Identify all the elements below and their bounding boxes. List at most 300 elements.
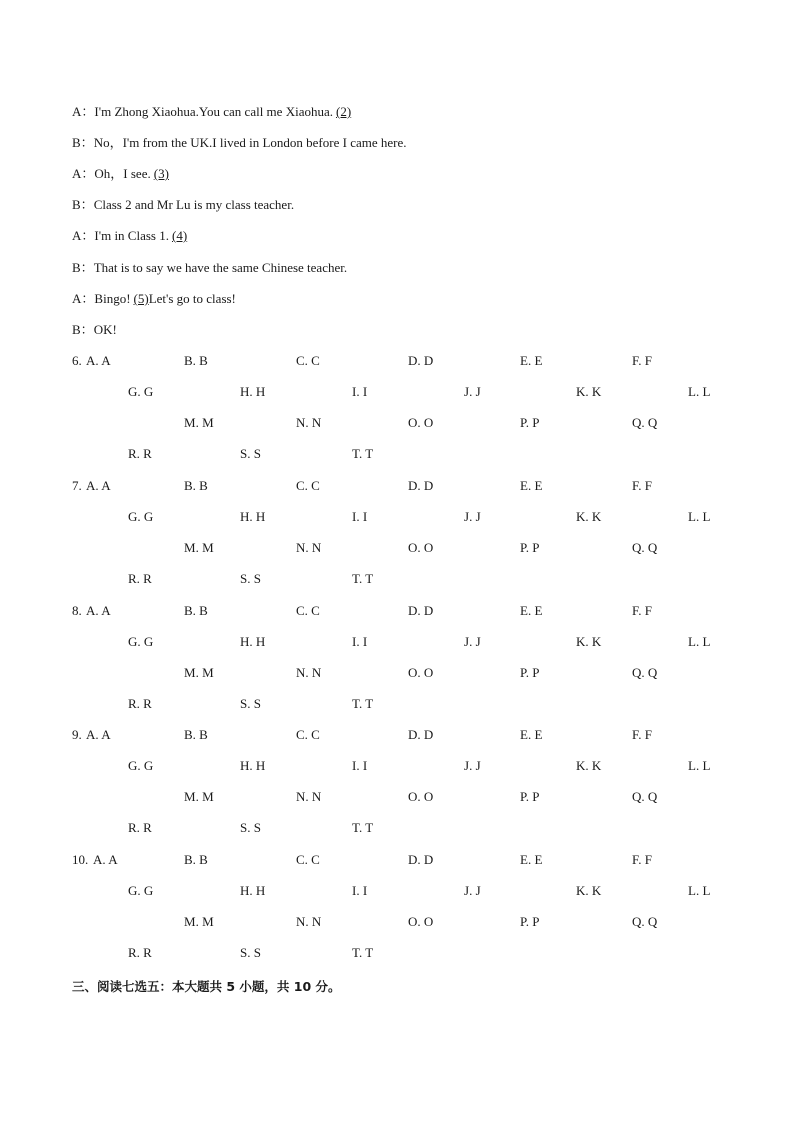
option-dot: . <box>247 696 254 711</box>
option-f[interactable] <box>632 603 652 619</box>
option-i[interactable] <box>352 509 367 525</box>
option-r[interactable] <box>128 945 152 961</box>
option-letter: Q <box>632 415 642 430</box>
option-s[interactable] <box>240 571 261 587</box>
option-letter: K <box>576 384 586 399</box>
option-letter: S <box>240 696 248 711</box>
option-p[interactable] <box>520 540 540 556</box>
speaker-separator: ： <box>80 197 94 212</box>
dialogue-text: I'm Zhong Xiaohua.You can call me Xiaohua. <box>94 104 333 119</box>
option-letter: M <box>184 789 196 804</box>
option-dot: . <box>417 914 424 929</box>
option-dot: . <box>695 634 703 649</box>
option-text: P <box>532 540 540 555</box>
option-letter: A <box>86 727 96 742</box>
option-o[interactable] <box>408 415 433 431</box>
option-q[interactable] <box>632 540 657 556</box>
option-text: Q <box>647 415 658 430</box>
option-letter: D <box>408 603 418 618</box>
option-text: R <box>143 446 152 461</box>
option-text: E <box>534 353 543 368</box>
option-row <box>0 446 794 462</box>
option-s[interactable] <box>240 820 261 836</box>
option-b[interactable] <box>184 603 208 619</box>
option-dot: . <box>137 634 144 649</box>
option-k[interactable] <box>576 634 601 650</box>
option-text: H <box>255 509 266 524</box>
option-text: L <box>702 384 711 399</box>
option-o[interactable] <box>408 540 433 556</box>
option-l[interactable] <box>688 883 710 899</box>
option-row <box>0 883 794 899</box>
option-k[interactable] <box>576 509 601 525</box>
option-text: S <box>253 696 261 711</box>
option-dot: . <box>305 540 312 555</box>
dialogue-text: I'm in Class 1. <box>94 228 169 243</box>
option-text: J <box>475 758 481 773</box>
option-q[interactable] <box>632 914 657 930</box>
option-dot: . <box>136 571 144 586</box>
option-letter: P <box>520 665 526 680</box>
dialogue-line <box>72 260 347 276</box>
option-dot: . <box>358 446 366 461</box>
option-r[interactable] <box>128 571 152 587</box>
option-text: N <box>311 789 322 804</box>
option-p[interactable] <box>520 914 540 930</box>
answer-blank: (4) <box>171 228 188 243</box>
option-e[interactable] <box>520 603 542 619</box>
option-dot: . <box>585 883 592 898</box>
option-s[interactable] <box>240 446 261 462</box>
option-letter: R <box>128 571 137 586</box>
option-row <box>0 603 794 619</box>
option-letter: L <box>688 384 696 399</box>
option-letter: O <box>408 415 418 430</box>
option-m[interactable] <box>184 914 214 930</box>
question-number: 9. <box>72 727 82 742</box>
option-text: F <box>644 478 652 493</box>
option-letter: B <box>184 603 193 618</box>
option-letter: Q <box>632 914 642 929</box>
dialogue-text: That is to say we have the same Chinese teacher. <box>93 260 348 275</box>
option-b[interactable] <box>184 727 208 743</box>
option-text: H <box>255 384 266 399</box>
option-b[interactable] <box>184 478 208 494</box>
option-letter: C <box>296 478 305 493</box>
option-j[interactable] <box>464 509 481 525</box>
option-letter: T <box>352 696 359 711</box>
option-letter: C <box>296 353 305 368</box>
dialogue-line <box>72 322 117 338</box>
option-letter: R <box>128 696 137 711</box>
option-q[interactable] <box>632 789 657 805</box>
option-o[interactable] <box>408 914 433 930</box>
option-dot: . <box>247 945 254 960</box>
option-letter: G <box>128 758 138 773</box>
option-text: M <box>202 540 214 555</box>
option-r[interactable] <box>128 696 152 712</box>
option-i[interactable] <box>352 384 367 400</box>
option-text: B <box>199 353 208 368</box>
option-text: Q <box>647 789 658 804</box>
dialogue-text: Oh，I see. <box>94 166 151 181</box>
option-dot: . <box>469 634 476 649</box>
option-letter: F <box>632 478 639 493</box>
option-dot: . <box>695 758 703 773</box>
option-s[interactable] <box>240 945 261 961</box>
option-dot: . <box>136 820 144 835</box>
option-d[interactable] <box>408 852 433 868</box>
option-row <box>0 415 794 431</box>
option-letter: L <box>688 758 696 773</box>
option-text: T <box>365 571 374 586</box>
option-j[interactable] <box>464 634 481 650</box>
option-dot: . <box>102 852 109 867</box>
option-text: K <box>591 883 602 898</box>
option-i[interactable] <box>352 634 367 650</box>
option-p[interactable] <box>520 789 540 805</box>
option-h[interactable] <box>240 883 265 899</box>
option-letter: O <box>408 665 418 680</box>
option-k[interactable] <box>576 384 601 400</box>
option-letter: G <box>128 634 138 649</box>
option-d[interactable] <box>408 478 433 494</box>
option-row <box>0 696 794 712</box>
option-dot: . <box>249 509 256 524</box>
option-j[interactable] <box>464 384 481 400</box>
option-g[interactable] <box>128 509 153 525</box>
option-row <box>0 571 794 587</box>
option-letter: D <box>408 727 418 742</box>
option-e[interactable] <box>520 353 542 369</box>
option-letter: K <box>576 758 586 773</box>
option-text: N <box>311 665 322 680</box>
option-row <box>0 852 794 868</box>
option-letter: O <box>408 914 418 929</box>
option-letter: Q <box>632 540 642 555</box>
option-q[interactable] <box>632 415 657 431</box>
option-letter: B <box>184 852 193 867</box>
option-letter: R <box>128 820 137 835</box>
option-m[interactable] <box>184 665 214 681</box>
option-n[interactable] <box>296 415 321 431</box>
speaker-label: A <box>72 228 82 243</box>
option-text: R <box>143 945 152 960</box>
option-b[interactable] <box>184 353 208 369</box>
option-dot: . <box>525 540 533 555</box>
option-n[interactable] <box>296 665 321 681</box>
option-text: L <box>702 509 711 524</box>
option-row <box>0 353 794 369</box>
option-a[interactable] <box>93 852 118 868</box>
option-dot: . <box>304 478 312 493</box>
option-c[interactable] <box>296 852 320 868</box>
option-text: P <box>532 665 540 680</box>
question-number: 7. <box>72 478 82 493</box>
option-text: Q <box>647 665 658 680</box>
option-m[interactable] <box>184 789 214 805</box>
option-text: T <box>365 945 374 960</box>
option-h[interactable] <box>240 758 265 774</box>
option-a[interactable] <box>86 603 111 619</box>
section-heading: 三、阅读七选五：本大题共 5 小题，共 10 分。 <box>72 979 341 994</box>
option-t[interactable] <box>352 571 373 587</box>
dialogue-line <box>72 135 406 151</box>
option-dot: . <box>469 758 476 773</box>
option-dot: . <box>469 883 476 898</box>
option-letter: K <box>576 634 586 649</box>
option-dot: . <box>358 696 366 711</box>
option-f[interactable] <box>632 852 652 868</box>
option-dot: . <box>417 540 424 555</box>
option-letter: S <box>240 446 248 461</box>
option-j[interactable] <box>464 883 481 899</box>
option-text: L <box>702 883 711 898</box>
option-text: S <box>253 945 261 960</box>
option-h[interactable] <box>240 384 265 400</box>
answer-blank: (3) <box>153 166 169 181</box>
option-letter: N <box>296 540 306 555</box>
option-f[interactable] <box>632 478 652 494</box>
option-e[interactable] <box>520 478 542 494</box>
option-c[interactable] <box>296 603 320 619</box>
option-letter: F <box>632 353 639 368</box>
option-dot: . <box>249 758 256 773</box>
option-text: Q <box>647 540 658 555</box>
dialogue-text: Bingo! <box>94 291 131 306</box>
option-dot: . <box>356 634 363 649</box>
dialogue-line <box>72 197 294 213</box>
option-t[interactable] <box>352 820 373 836</box>
option-a[interactable] <box>86 727 111 743</box>
option-d[interactable] <box>408 603 433 619</box>
option-e[interactable] <box>520 852 542 868</box>
option-text: P <box>532 914 540 929</box>
option-text: R <box>143 571 152 586</box>
option-letter: E <box>520 353 528 368</box>
option-dot: . <box>95 478 102 493</box>
option-a[interactable] <box>86 353 111 369</box>
option-letter: P <box>520 540 526 555</box>
option-s[interactable] <box>240 696 261 712</box>
option-letter: S <box>240 945 248 960</box>
option-c[interactable] <box>296 727 320 743</box>
option-text: M <box>202 665 214 680</box>
option-b[interactable] <box>184 852 208 868</box>
option-dot: . <box>136 696 144 711</box>
option-text: D <box>423 727 434 742</box>
option-text: D <box>423 478 434 493</box>
option-g[interactable] <box>128 634 153 650</box>
option-text: C <box>311 603 320 618</box>
option-letter: A <box>86 353 96 368</box>
option-dot: . <box>638 852 645 867</box>
option-row <box>0 789 794 805</box>
option-letter: N <box>296 789 306 804</box>
option-letter: J <box>464 883 470 898</box>
option-c[interactable] <box>296 353 320 369</box>
option-letter: B <box>184 478 193 493</box>
option-letter: D <box>408 478 418 493</box>
option-g[interactable] <box>128 883 153 899</box>
option-letter: B <box>184 353 193 368</box>
speaker-separator: ： <box>81 291 95 306</box>
option-l[interactable] <box>688 509 710 525</box>
option-dot: . <box>358 571 366 586</box>
option-letter: P <box>520 789 526 804</box>
option-letter: B <box>184 727 193 742</box>
dialogue-text: No，I'm from the UK.I lived in London before I came here. <box>93 135 407 150</box>
speaker-separator: ： <box>80 260 94 275</box>
option-a[interactable] <box>86 478 111 494</box>
option-l[interactable] <box>688 758 710 774</box>
option-h[interactable] <box>240 634 265 650</box>
option-t[interactable] <box>352 696 373 712</box>
option-letter: G <box>128 384 138 399</box>
option-letter: S <box>240 571 248 586</box>
option-dot: . <box>249 384 256 399</box>
option-o[interactable] <box>408 665 433 681</box>
option-l[interactable] <box>688 634 710 650</box>
option-dot: . <box>95 603 102 618</box>
option-text: M <box>202 789 214 804</box>
option-text: G <box>143 509 154 524</box>
option-p[interactable] <box>520 665 540 681</box>
option-dot: . <box>641 789 648 804</box>
option-r[interactable] <box>128 446 152 462</box>
option-f[interactable] <box>632 353 652 369</box>
option-text: I <box>362 883 368 898</box>
dialogue-line <box>72 291 236 307</box>
option-text: H <box>255 634 266 649</box>
option-letter: M <box>184 540 196 555</box>
option-text: N <box>311 415 322 430</box>
option-j[interactable] <box>464 758 481 774</box>
option-letter: C <box>296 852 305 867</box>
option-text: G <box>143 883 154 898</box>
option-letter: D <box>408 353 418 368</box>
option-dot: . <box>304 353 312 368</box>
option-dot: . <box>525 789 533 804</box>
option-letter: M <box>184 415 196 430</box>
option-p[interactable] <box>520 415 540 431</box>
option-text: K <box>591 509 602 524</box>
option-dot: . <box>525 914 533 929</box>
option-letter: F <box>632 603 639 618</box>
option-k[interactable] <box>576 758 601 774</box>
option-dot: . <box>195 665 203 680</box>
option-text: J <box>475 634 481 649</box>
option-letter: C <box>296 603 305 618</box>
option-text: M <box>202 415 214 430</box>
option-t[interactable] <box>352 945 373 961</box>
option-q[interactable] <box>632 665 657 681</box>
option-n[interactable] <box>296 540 321 556</box>
speaker-separator: ： <box>81 228 95 243</box>
option-r[interactable] <box>128 820 152 836</box>
speaker-label: B <box>72 322 81 337</box>
speaker-separator: ： <box>81 166 95 181</box>
option-l[interactable] <box>688 384 710 400</box>
option-m[interactable] <box>184 540 214 556</box>
option-row <box>0 914 794 930</box>
option-c[interactable] <box>296 478 320 494</box>
option-f[interactable] <box>632 727 652 743</box>
option-letter: I <box>352 634 357 649</box>
option-text: A <box>101 603 111 618</box>
option-letter: N <box>296 914 306 929</box>
option-dot: . <box>527 478 535 493</box>
option-text: L <box>702 758 711 773</box>
option-dot: . <box>192 478 200 493</box>
option-dot: . <box>417 789 424 804</box>
option-letter: I <box>352 384 357 399</box>
option-letter: J <box>464 384 470 399</box>
option-dot: . <box>641 415 648 430</box>
option-dot: . <box>695 384 703 399</box>
option-dot: . <box>195 914 203 929</box>
option-i[interactable] <box>352 883 367 899</box>
option-row <box>0 509 794 525</box>
option-n[interactable] <box>296 914 321 930</box>
option-text: S <box>253 571 261 586</box>
option-e[interactable] <box>520 727 542 743</box>
question-number: 10. <box>72 852 89 867</box>
option-dot: . <box>195 415 203 430</box>
option-letter: R <box>128 945 137 960</box>
option-g[interactable] <box>128 758 153 774</box>
option-dot: . <box>249 634 256 649</box>
option-m[interactable] <box>184 415 214 431</box>
option-letter: F <box>632 727 639 742</box>
option-text: D <box>423 353 434 368</box>
option-d[interactable] <box>408 353 433 369</box>
option-n[interactable] <box>296 789 321 805</box>
option-i[interactable] <box>352 758 367 774</box>
option-letter: N <box>296 415 306 430</box>
option-dot: . <box>137 509 144 524</box>
option-text: E <box>534 603 543 618</box>
option-k[interactable] <box>576 883 601 899</box>
option-letter: I <box>352 758 357 773</box>
option-text: M <box>202 914 214 929</box>
option-o[interactable] <box>408 789 433 805</box>
option-text: A <box>101 478 111 493</box>
option-dot: . <box>417 665 424 680</box>
option-d[interactable] <box>408 727 433 743</box>
option-dot: . <box>356 883 363 898</box>
option-letter: H <box>240 883 250 898</box>
option-t[interactable] <box>352 446 373 462</box>
answer-blank: (2) <box>335 104 352 119</box>
option-letter: G <box>128 883 138 898</box>
option-dot: . <box>417 727 424 742</box>
option-letter: K <box>576 883 586 898</box>
option-dot: . <box>195 789 203 804</box>
option-g[interactable] <box>128 384 153 400</box>
dialogue-line <box>72 228 187 244</box>
option-letter: H <box>240 634 250 649</box>
option-letter: D <box>408 852 418 867</box>
speaker-label: B <box>72 197 81 212</box>
option-letter: H <box>240 758 250 773</box>
option-h[interactable] <box>240 509 265 525</box>
option-text: B <box>199 603 208 618</box>
option-letter: I <box>352 509 357 524</box>
option-dot: . <box>249 883 256 898</box>
option-text: D <box>423 852 434 867</box>
option-text: R <box>143 820 152 835</box>
